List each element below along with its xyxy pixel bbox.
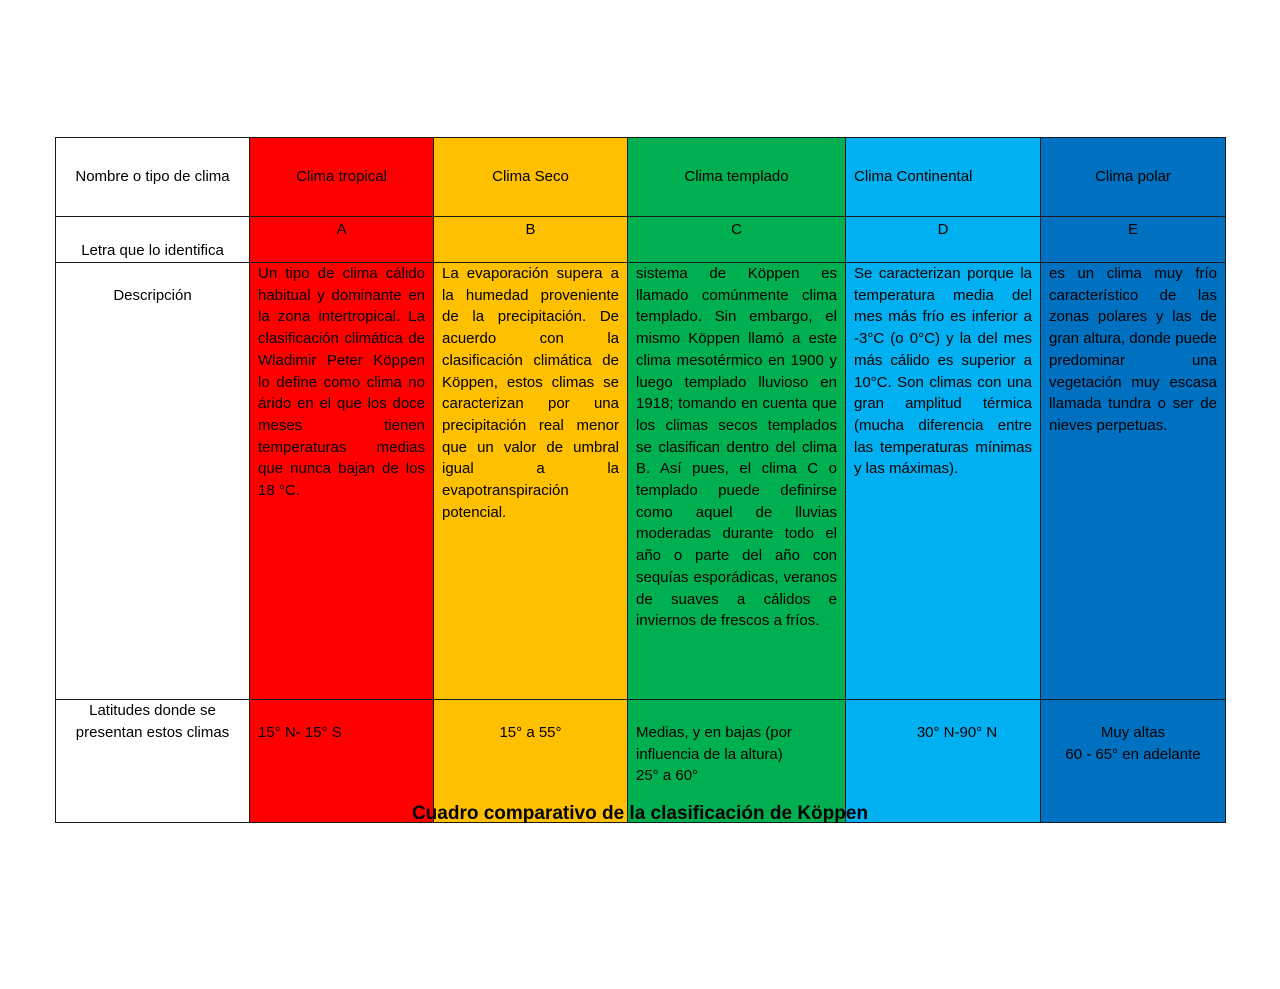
climate-letter-continental: D [846,217,1041,263]
climate-description-polar: es un clima muy frío característico de las zonas polares y las de gran altura, donde puede predominar una vegetación muy escasa llamada tundra o ser de nieves perpetuas. [1041,263,1226,700]
climate-letter-polar: E [1041,217,1226,263]
climate-name-templado: Clima templado [628,138,846,217]
climate-letter-templado: C [628,217,846,263]
climate-name-tropical: Clima tropical [250,138,434,217]
latitude-line: 25° a 60° [636,767,699,785]
row-label-letter: Letra que lo identifica [56,217,250,263]
row-label-latitudes-line2: presentan estos climas [75,723,230,741]
latitude-line: 15° N- 15° S [258,724,342,741]
latitude-line: 60 - 65° en adelante [1065,745,1201,763]
latitude-line: Medias, y en bajas (por [636,724,792,741]
row-label-latitudes-line1: Latitudes donde se [89,702,216,719]
climate-description-row [56,263,1226,700]
row-label-name: Nombre o tipo de clima [56,138,250,217]
climate-name-polar: Clima polar [1041,138,1226,217]
table-caption: Cuadro comparativo de la clasificación de Köppen [411,803,869,824]
climate-name-row [56,138,1226,217]
latitude-line: 15° a 55° [499,724,562,741]
climate-description-seco: La evaporación supera a la humedad proveniente de la precipitación. De acuerdo con la clasificación climática de Köppen, estos climas se caracterizan por una precipitación real menor que un valor de umbral igual a la evapotranspiración potencial. [434,263,628,700]
koppen-comparison-table [55,137,1226,823]
row-label-description: Descripción [56,263,250,700]
climate-letter-tropical: A [250,217,434,263]
climate-letter-seco: B [434,217,628,263]
climate-letter-row [56,217,1226,263]
climate-description-templado: sistema de Köppen es llamado comúnmente clima templado. Sin embargo, el mismo Köppen llamó a este clima mesotérmico en 1900 y luego templado lluvioso en 1918; tomando en cuenta que los climas secos templados se clasifican dentro del clima B. Así pues, el clima C o templado puede definirse como aquel de lluvias moderadas durante todo el año o parte del año con sequías esporádicas, veranos de suaves a cálidos e inviernos de frescos a fríos. [628,263,846,700]
climate-description-continental: Se caracterizan porque la temperatura media del mes más frío es inferior a -3°C (o 0°C) y la del mes más cálido es superior a 10°C. Son climas con una gran amplitud térmica (mucha diferencia entre las temperaturas mínimas y las máximas). [846,263,1041,700]
latitude-line: Muy altas [1100,724,1166,741]
climate-description-tropical: Un tipo de clima cálido habitual y dominante en la zona intertropical. La clasificación climática de Wladimir Peter Köppen lo define como clima no árido en el que los doce meses tienen temperaturas medias que nunca bajan de los 18 °C. [250,263,434,700]
latitude-line: influencia de la altura) [636,745,783,763]
climate-name-seco: Clima Seco [434,138,628,217]
latitude-line: 30° N-90° N [916,724,998,741]
climate-name-continental: Clima Continental [846,138,1041,217]
